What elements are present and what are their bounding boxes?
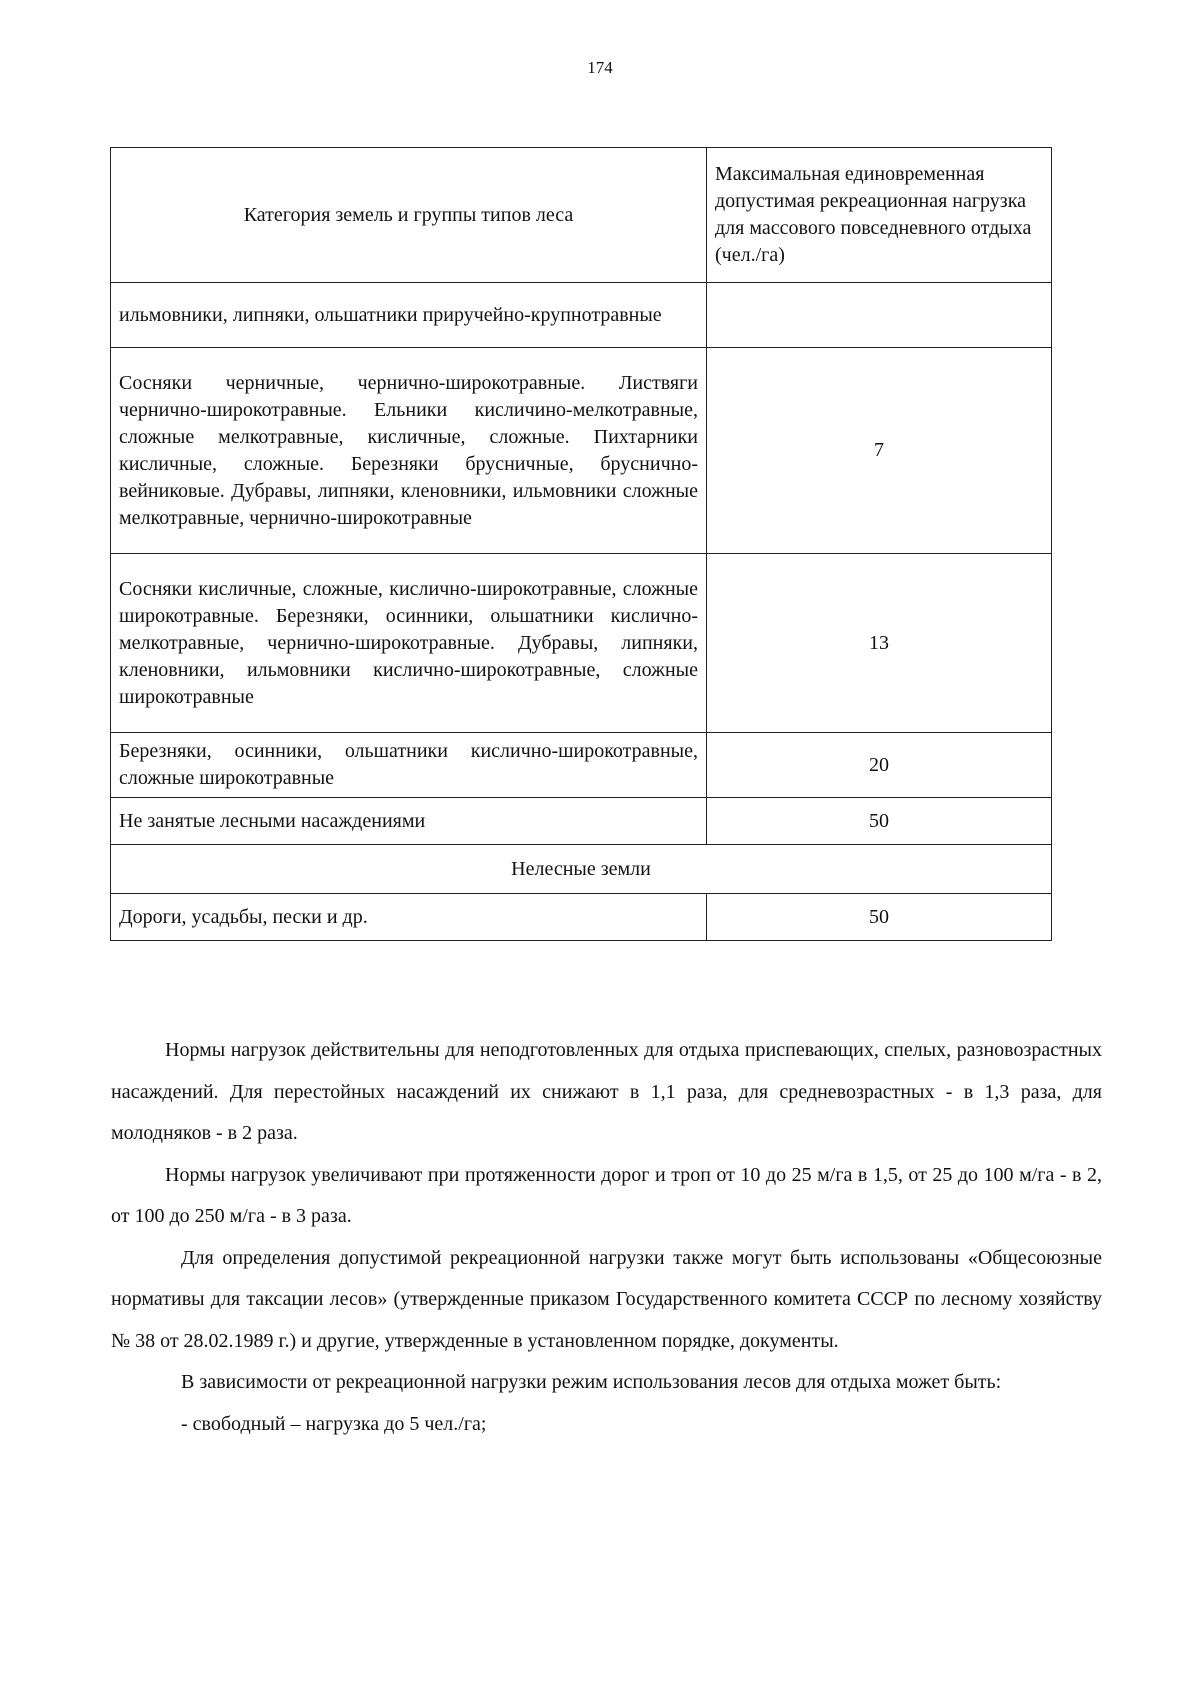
body-text (111, 1030, 1102, 1445)
row-load: 50 (707, 894, 1052, 941)
row-load: 20 (707, 733, 1052, 798)
paragraph: В зависимости от рекреационной нагрузки режим использования лесов для отдыха может быть: (181, 1371, 1002, 1393)
list-item: - свободный – нагрузка до 5 чел./га; (181, 1412, 487, 1435)
table-row (111, 894, 1052, 941)
recreational-load-table (110, 147, 1052, 941)
header-category: Категория земель и группы типов леса (111, 148, 707, 283)
row-load: 50 (707, 798, 1052, 845)
table-row (111, 798, 1052, 845)
paragraph: Нормы нагрузок действительны для неподготовленных для отдыха приспевающих, спелых, разновозрастных насаждений. Для перестойных насаждений их снижают в 1,1 раза, для средневозрастных - в 1,3 раза, для молодняков - в 2 раза. (111, 1039, 1102, 1144)
table-row (111, 283, 1052, 348)
section-row (111, 845, 1052, 894)
table-row (111, 733, 1052, 798)
header-max-load: Максимальная единовременная допустимая рекреационная нагрузка для массового повседневного отдыха (чел./га) (707, 148, 1052, 283)
row-category: Дороги, усадьбы, пески и др. (111, 894, 707, 941)
table-row (111, 554, 1052, 733)
row-load: 13 (707, 554, 1052, 733)
section-title: Нелесные земли (111, 845, 1052, 894)
row-category: Сосняки кисличные, сложные, кислично-широкотравные, сложные широкотравные. Березняки, осинники, ольшатники кислично-мелкотравные, чернично-широкотравные. Дубравы, липняки, кленовники, ильмовники кислично-широкотравные, сложные широкотравные (111, 554, 707, 733)
paragraph: Для определения допустимой рекреационной нагрузки также могут быть использованы «Общесоюзные нормативы для таксации лесов» (утвержденные приказом Государственного комитета СССР по лесному хозяйству № 38 от 28.02.1989 г.) и другие, утвержденные в установленном порядке, документы. (111, 1246, 1102, 1352)
row-category: Березняки, осинники, ольшатники кислично-широкотравные, сложные широкотравные (111, 733, 707, 798)
table-header-row (111, 148, 1052, 283)
row-load (707, 283, 1052, 348)
row-load: 7 (707, 348, 1052, 554)
table-row (111, 348, 1052, 554)
row-category: ильмовники, липняки, ольшатники приручейно-крупнотравные (111, 283, 707, 348)
row-category: Не занятые лесными насаждениями (111, 798, 707, 845)
paragraph: Нормы нагрузок увеличивают при протяженности дорог и троп от 10 до 25 м/га в 1,5, от 25 до 100 м/га - в 2, от 100 до 250 м/га - в 3 раза. (111, 1163, 1102, 1227)
row-category: Сосняки черничные, чернично-широкотравные. Листвяги чернично-широкотравные. Ельники кисличино-мелкотравные, сложные мелкотравные, кисличные, сложные. Пихтарники кисличные, сложные. Березняки брусничные, бруснично-вейниковые. Дубравы, липняки, кленовники, ильмовники сложные мелкотравные, чернично-широкотравные (111, 348, 707, 554)
page-number: 174 (587, 58, 613, 77)
